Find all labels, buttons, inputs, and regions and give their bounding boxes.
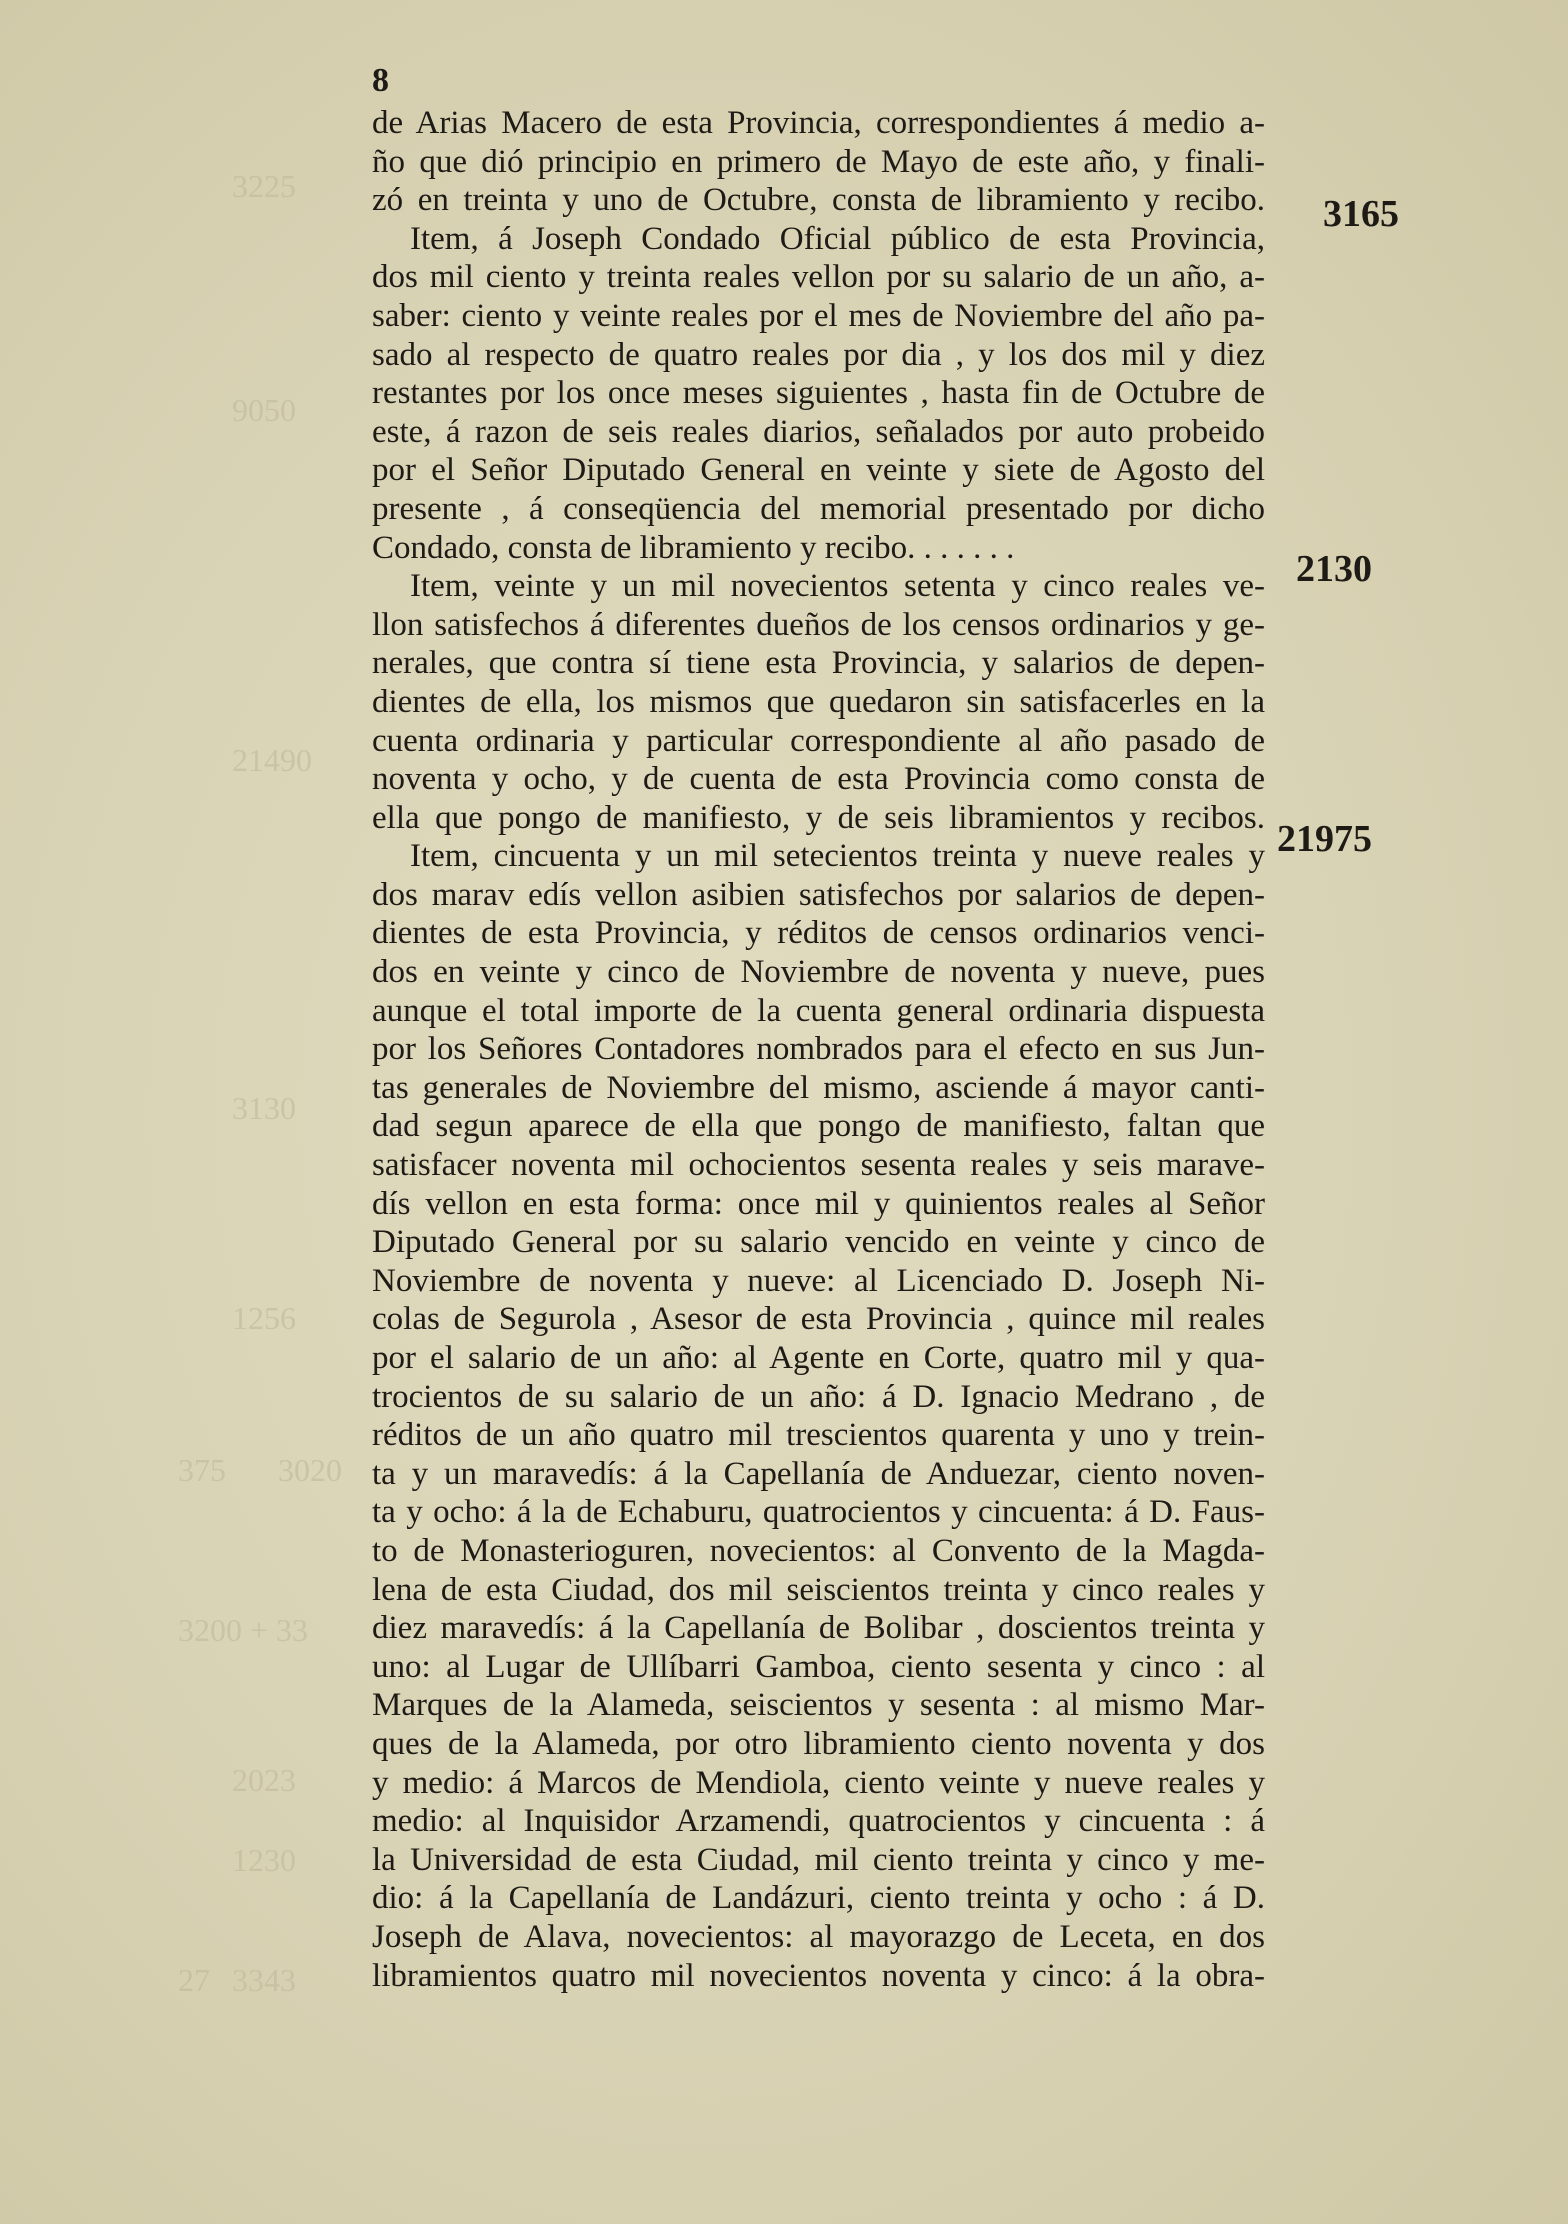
text-line: ño que dió principio en primero de Mayo de este año, y finali- xyxy=(372,143,1265,180)
bleed-through-figure: 21490 xyxy=(232,742,312,778)
text-line: lena de esta Ciudad, dos mil seiscientos treinta y cinco reales y xyxy=(372,1571,1265,1608)
text-line: zó en treinta y uno de Octubre, consta de libramiento y recibo. xyxy=(372,182,1265,219)
text-line: dio: á la Capellanía de Landázuri, ciento treinta y ocho : á D. xyxy=(372,1880,1265,1917)
text-line: uno: al Lugar de Ullíbarri Gamboa, ciento sesenta y cinco : al xyxy=(372,1648,1265,1685)
text-line: Condado, consta de libramiento y recibo. . . . . . . xyxy=(372,529,1015,566)
text-line: réditos de un año quatro mil trescientos quarenta y uno y trein- xyxy=(372,1417,1265,1454)
bleed-through-figure: 3020 xyxy=(278,1452,342,1488)
text-line: dad segun aparece de ella que pongo de manifiesto, faltan que xyxy=(372,1108,1265,1145)
text-line: libramientos quatro mil novecientos noventa y cinco: á la obra- xyxy=(372,1957,1265,1994)
text-line: este, á razon de seis reales diarios, señalados por auto probeido xyxy=(372,413,1265,450)
bleed-through-figure: 1230 xyxy=(232,1842,296,1878)
text-line: ta y un maravedís: á la Capellanía de Anduezar, ciento noven- xyxy=(372,1455,1265,1492)
text-line: sado al respecto de quatro reales por dia , y los dos mil y diez xyxy=(372,336,1265,373)
text-line: la Universidad de esta Ciudad, mil ciento treinta y cinco y me- xyxy=(372,1841,1265,1878)
text-line: satisfacer noventa mil ochocientos sesenta reales y seis marave- xyxy=(372,1147,1265,1184)
text-line: y medio: á Marcos de Mendiola, ciento veinte y nueve reales y xyxy=(372,1764,1265,1801)
text-line: medio: al Inquisidor Arzamendi, quatrocientos y cincuenta : á xyxy=(372,1803,1265,1840)
text-line: Joseph de Alava, novecientos: al mayorazgo de Leceta, en dos xyxy=(372,1918,1265,1955)
bleed-through-figure: 9050 xyxy=(232,392,296,428)
text-line: ella que pongo de manifiesto, y de seis libramientos y recibos. xyxy=(372,799,1265,836)
text-line: dos en veinte y cinco de Noviembre de noventa y nueve, pues xyxy=(372,954,1265,991)
amount-3: 21975 xyxy=(1277,818,1372,860)
text-line: dientes de esta Provincia, y réditos de censos ordinarios venci- xyxy=(372,915,1265,952)
text-line: por el salario de un año: al Agente en Corte, quatro mil y qua- xyxy=(372,1340,1265,1376)
text-line: Item, veinte y un mil novecientos setenta y cinco reales ve- xyxy=(410,568,1265,605)
text-line: aunque el total importe de la cuenta general ordinaria dispuesta xyxy=(372,992,1265,1029)
bleed-through-figure: 3200 + 33 xyxy=(178,1612,309,1648)
text-line: cuenta ordinaria y particular correspondiente al año pasado de xyxy=(372,722,1265,759)
bleed-through-figure: 27 xyxy=(178,1962,210,1998)
bleed-through-figure: 3343 xyxy=(232,1962,296,1998)
text-line: dos mil ciento y treinta reales vellon por su salario de un año, a- xyxy=(372,259,1265,296)
text-line: Marques de la Alameda, seiscientos y sesenta : al mismo Mar- xyxy=(372,1687,1265,1724)
text-line: ta y ocho: á la de Echaburu, quatrocientos y cincuenta: á D. Faus- xyxy=(372,1494,1265,1531)
text-line: colas de Segurola , Asesor de esta Provincia , quince mil reales xyxy=(372,1301,1265,1338)
page-number: 8 xyxy=(372,62,389,99)
text-line: dos marav edís vellon asibien satisfechos por salarios de depen- xyxy=(372,876,1265,913)
text-line: dís vellon en esta forma: once mil y quinientos reales al Señor xyxy=(372,1185,1265,1222)
text-line: to de Monasterioguren, novecientos: al Convento de la Magda- xyxy=(372,1532,1265,1569)
text-line: Item, á Joseph Condado Oficial público de esta Provincia, xyxy=(410,220,1265,257)
bleed-through-figure: 1256 xyxy=(232,1300,296,1336)
text-line: diez maravedís: á la Capellanía de Bolibar , doscientos treinta y xyxy=(372,1610,1265,1647)
text-line: dientes de ella, los mismos que quedaron sin satisfacerles en la xyxy=(372,683,1265,720)
bleed-through-figure: 3225 xyxy=(232,168,296,204)
text-line: saber: ciento y veinte reales por el mes de Noviembre del año pa- xyxy=(372,297,1265,334)
text-line: noventa y ocho, y de cuenta de esta Provincia como consta de xyxy=(372,761,1265,798)
text-line: de Arias Macero de esta Provincia, correspondientes á medio a- xyxy=(372,105,1265,141)
text-line: ques de la Alameda, por otro libramiento ciento noventa y dos xyxy=(372,1725,1265,1762)
text-line: Diputado General por su salario vencido en veinte y cinco de xyxy=(372,1224,1265,1261)
text-line: llon satisfechos á diferentes dueños de los censos ordinarios y ge- xyxy=(372,606,1265,643)
text-line: presente , á conseqüencia del memorial presentado por dicho xyxy=(372,490,1265,527)
bleed-through-figure: 2023 xyxy=(232,1762,296,1798)
text-line: por el Señor Diputado General en veinte y siete de Agosto del xyxy=(372,452,1265,489)
text-line: Noviembre de noventa y nueve: al Licenciado D. Joseph Ni- xyxy=(372,1262,1265,1299)
text-line: tas generales de Noviembre del mismo, asciende á mayor canti- xyxy=(372,1069,1265,1106)
text-line: por los Señores Contadores nombrados para el efecto en sus Jun- xyxy=(372,1031,1265,1068)
amount-1: 3165 xyxy=(1323,193,1399,235)
amount-2: 2130 xyxy=(1296,548,1372,590)
bleed-through-figure: 3130 xyxy=(232,1090,296,1126)
text-line: nerales, que contra sí tiene esta Provincia, y salarios de depen- xyxy=(372,645,1265,682)
text-line: restantes por los once meses siguientes , hasta fin de Octubre de xyxy=(372,375,1265,412)
text-line: trocientos de su salario de un año: á D. Ignacio Medrano , de xyxy=(372,1378,1265,1415)
body-text xyxy=(372,104,1265,1995)
text-line: Item, cincuenta y un mil setecientos treinta y nueve reales y xyxy=(410,838,1265,875)
bleed-through-figure: 375 xyxy=(178,1452,226,1488)
